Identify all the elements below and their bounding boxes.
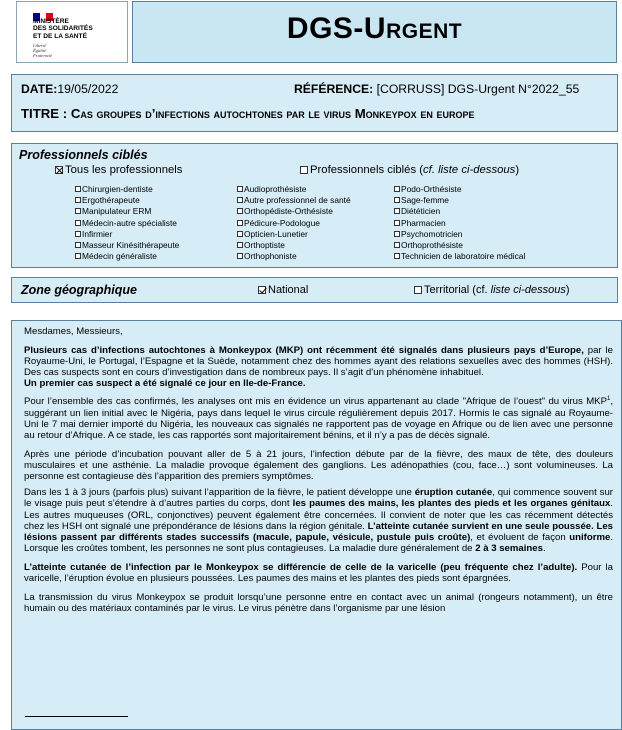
profession-item[interactable]: Autre professionnel de santé <box>237 195 351 206</box>
option-national[interactable]: National <box>258 284 308 296</box>
profession-item[interactable]: Pédicure-Podologue <box>237 218 351 229</box>
footnote-separator <box>25 716 128 717</box>
geographic-zone <box>11 277 618 303</box>
checked-box-icon[interactable] <box>258 286 266 294</box>
profession-item[interactable]: Orthophoniste <box>237 251 351 262</box>
profession-item[interactable]: Chirurgien-dentiste <box>75 184 179 195</box>
profession-item[interactable]: Masseur Kinésithérapeute <box>75 240 179 251</box>
greeting: Mesdames, Messieurs, <box>24 326 123 337</box>
ministry-logo <box>16 1 128 63</box>
profession-item[interactable]: Opticien-Lunetier <box>237 229 351 240</box>
profession-item[interactable]: Infirmier <box>75 229 179 240</box>
paragraph-6: La transmission du virus Monkeypox se produit lorsqu’une personne entre en contact avec un animal (rongeurs notamment), un être humain ou des matériaux contaminés par le virus. Le virus pénètre dans l’organisme par une lésion <box>24 592 613 615</box>
profession-item[interactable]: Psychomotricien <box>394 229 525 240</box>
profession-item[interactable]: Orthoptiste <box>237 240 351 251</box>
reference-line: RÉFÉRENCE: [CORRUSS] DGS-Urgent N°2022_55 <box>294 82 580 96</box>
header-banner <box>132 1 617 63</box>
ministry-name: MINISTÈRE DES SOLIDARITÉS ET DE LA SANTÉ <box>33 18 93 40</box>
profession-item[interactable]: Médecin-autre spécialiste <box>75 218 179 229</box>
targeted-professionals <box>11 143 618 268</box>
profession-item[interactable]: Manipulateur ERM <box>75 206 179 217</box>
checkbox-icon[interactable] <box>300 166 308 174</box>
profession-item[interactable]: Sage-femme <box>394 195 525 206</box>
paragraph-2: Pour l’ensemble des cas confirmés, les analyses ont mis en évidence un virus appartenant au clade "Afrique de l’ouest" du virus MKP$^1$, suggérant un lien initial avec le Nigéria, pays dans lequel le virus circule régulièrement depuis 2017. Hormis le cas signalé au Royaume-Uni le 7 mai dernier importé du Nigéria, les nouveaux cas signalés ne rapportent pas de voyage en Afrique ou de lien avec une personne au retour d’Afrique. A ce stade, les cas rapportés sont majoritairement bénins, et il n’y a pas de décès signalé. <box>24 396 613 441</box>
professions-column-3 <box>394 184 525 262</box>
republic-motto: Liberté Égalité Fraternité <box>33 43 52 58</box>
document-title: DGS-Urgent <box>286 12 463 45</box>
professions-column-2 <box>237 184 351 262</box>
option-territorial[interactable]: Territorial (cf. liste ci-dessous) <box>414 284 570 296</box>
option-all-professionals[interactable]: Tous les professionnels <box>55 164 182 176</box>
paragraph-3: Après une période d’incubation pouvant aller de 5 à 21 jours, l’infection débute par de la fièvre, des maux de tête, des douleurs musculaires et une asthénie. La maladie provoque également des ganglions. Les adénopathies (cou, face…) sont volumineuses. La personne est contagieuse dès l’apparition des premiers symptômes. <box>24 449 613 483</box>
paragraph-5: L’atteinte cutanée de l’infection par le Monkeypox se différencie de celle de la varicelle (peu fréquente chez l’adulte). Pour la varicelle, l’éruption évolue en plusieurs poussées. Les paumes des mains et les plantes des pieds sont épargnées. <box>24 561 613 584</box>
message-body <box>11 320 622 730</box>
reference-box <box>11 74 618 132</box>
professions-column-1 <box>75 184 179 262</box>
subject-line: TITRE : Cas groupes d’infections autochtones par le virus Monkeypox en europe <box>21 106 475 121</box>
profession-item[interactable]: Orthoprothésiste <box>394 240 525 251</box>
profession-item[interactable]: Technicien de laboratoire médical <box>394 251 525 262</box>
checkbox-icon[interactable] <box>414 286 422 294</box>
profession-item[interactable]: Ergothérapeute <box>75 195 179 206</box>
profession-item[interactable]: Audioprothésiste <box>237 184 351 195</box>
profession-item[interactable]: Diététicien <box>394 206 525 217</box>
professionals-heading: Professionnels ciblés <box>19 148 148 162</box>
zone-heading: Zone géographique <box>21 283 137 297</box>
date-line: DATE:19/05/2022 <box>21 82 119 96</box>
checked-box-icon[interactable] <box>55 166 63 174</box>
profession-item[interactable]: Orthopédiste-Orthésiste <box>237 206 351 217</box>
profession-item[interactable]: Podo-Orthésiste <box>394 184 525 195</box>
option-targeted-professionals[interactable]: Professionnels ciblés (cf. liste ci-dessous) <box>300 164 519 176</box>
paragraph-4: Dans les 1 à 3 jours (parfois plus) suivant l’apparition de la fièvre, le patient développe une éruption cutanée, qui commence souvent sur le visage puis peut s’étendre à d’autres parties du corps, dont les paumes des mains, les plantes des pieds et les organes génitaux. Les autres muqueuses (ORL, conjonctives) peuvent également être concernées. Il convient de noter que les cas récemment détectés chez les HSH ont signalé une prépondérance de lésions dans la région génitale. L’atteinte cutanée survient en une seule poussée. Les lésions passent par différents stades successifs (macule, papule, vésicule, pustule puis croûte), et évoluent de façon uniforme. Lorsque les croûtes tombent, les personnes ne sont plus contagieuses. La maladie dure généralement de 2 à 3 semaines. <box>24 487 614 554</box>
profession-item[interactable]: Pharmacien <box>394 218 525 229</box>
french-flag-icon <box>33 8 53 16</box>
paragraph-1: Plusieurs cas d’infections autochtones à Monkeypox (MKP) ont récemment été signalés dans plusieurs pays d’Europe, par le Royaume-Uni, le Portugal, l’Espagne et la Suède, notamment chez des hommes ayant des relations sexuelles avec des hommes (HSH). Des cas suspects sont en cours d’investigation dans de nombreux pays. Il s’agit d’un phénomène inhabituel. Un premier cas suspect a été signalé ce jour en Ile-de-France. <box>24 345 613 390</box>
profession-item[interactable]: Médecin généraliste <box>75 251 179 262</box>
